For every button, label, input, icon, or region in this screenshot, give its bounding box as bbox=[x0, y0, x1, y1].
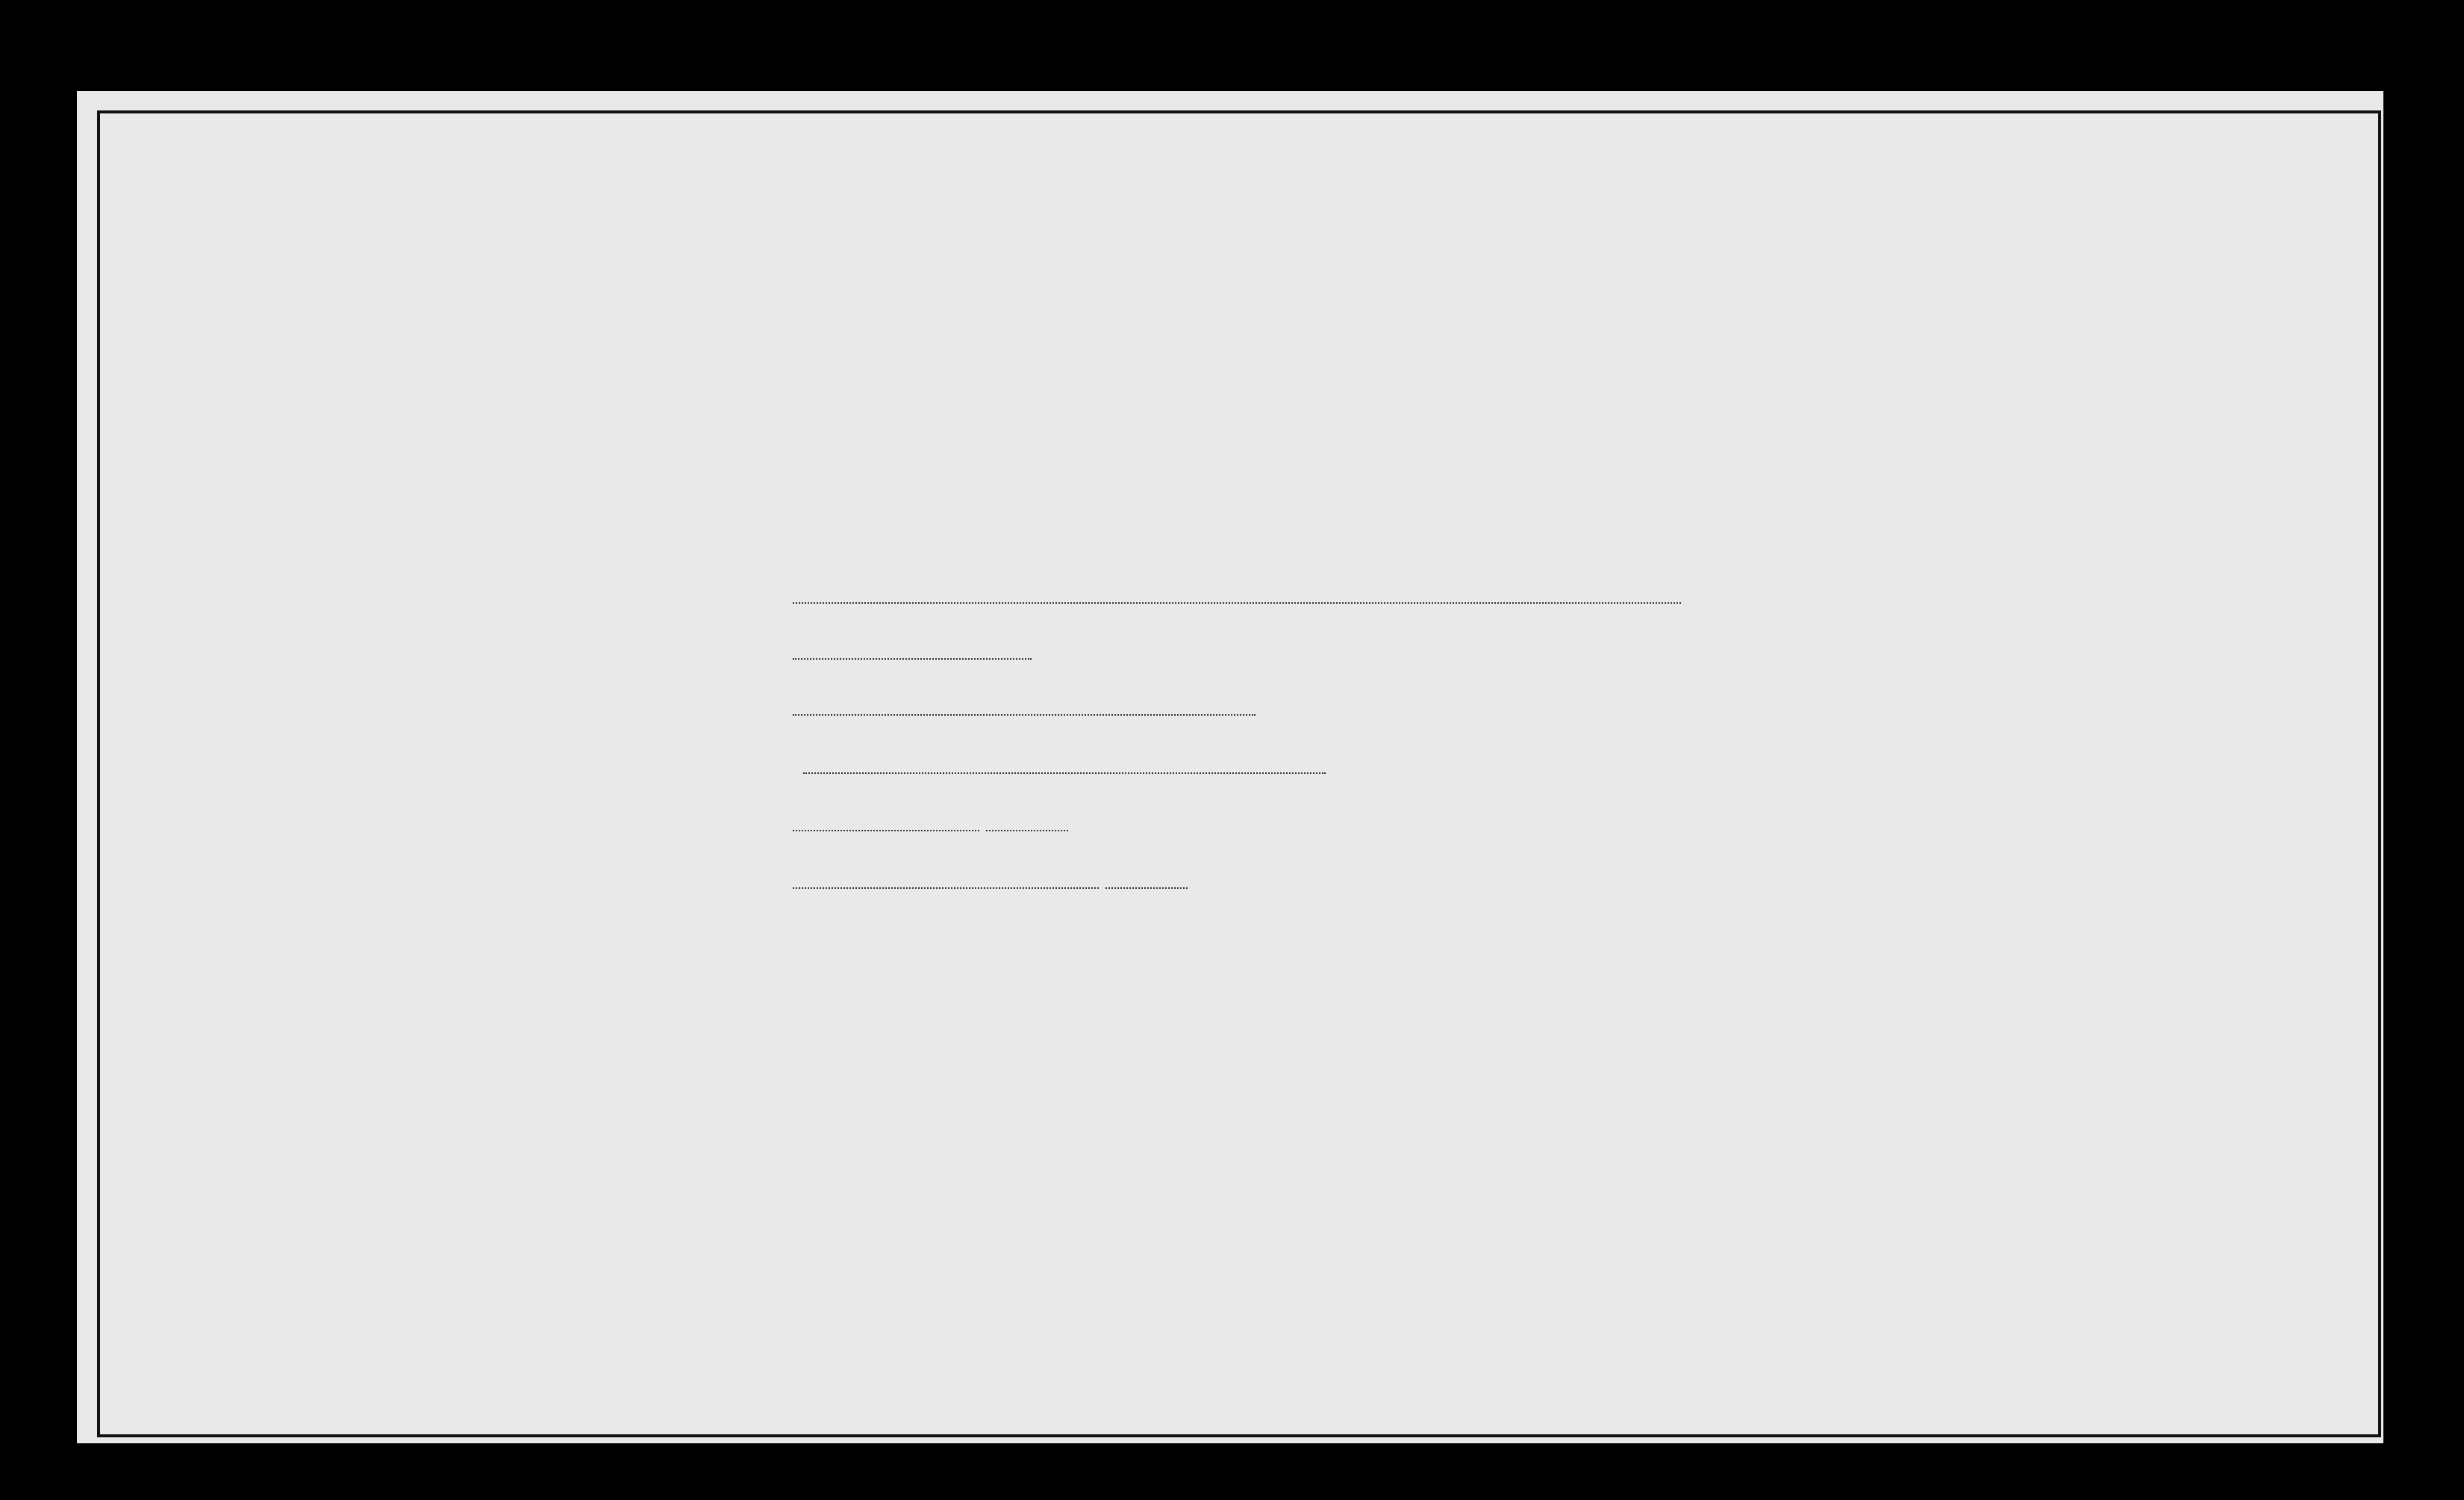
question-5 bbox=[793, 811, 1068, 837]
question-3 bbox=[793, 696, 1256, 721]
answer-line-6b[interactable] bbox=[1105, 871, 1188, 889]
answer-line-6a[interactable] bbox=[793, 871, 1099, 889]
answer-line-1[interactable] bbox=[793, 586, 1681, 604]
question-6 bbox=[793, 869, 1188, 894]
question-1b bbox=[793, 584, 1681, 609]
question-4 bbox=[793, 754, 1326, 779]
answer-line-4[interactable] bbox=[803, 756, 1326, 774]
answer-line-2[interactable] bbox=[793, 642, 1032, 660]
answer-line-5a[interactable] bbox=[793, 813, 979, 831]
question-2 bbox=[793, 640, 1032, 665]
answer-line-5b[interactable] bbox=[986, 813, 1068, 831]
answer-line-3[interactable] bbox=[793, 698, 1256, 716]
